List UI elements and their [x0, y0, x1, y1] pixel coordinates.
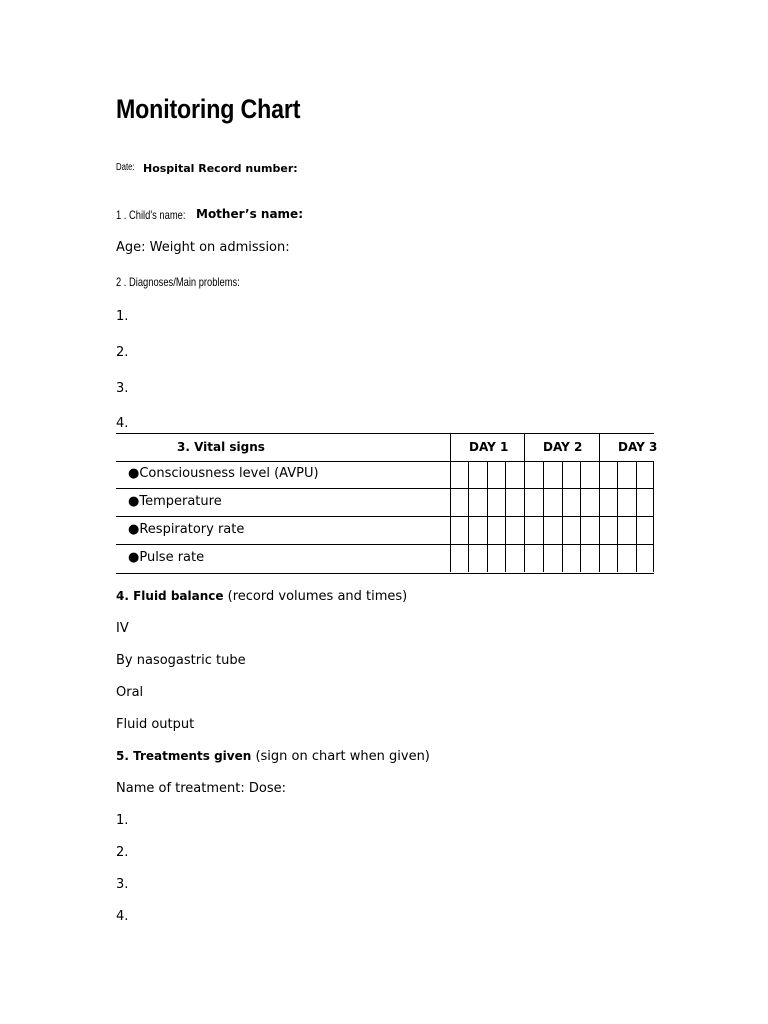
diagnosis-item: 2. — [116, 345, 129, 360]
mother-name-label: Mother’s name: — [196, 207, 303, 221]
vital-sign-row — [116, 517, 654, 545]
page-title: Monitoring Chart — [116, 94, 301, 124]
diagnoses-label: 2 . Diagnoses/Main problems: — [116, 275, 240, 289]
day-3-header: DAY 3 — [618, 440, 658, 454]
vital-signs-header-row — [116, 434, 658, 462]
vital-signs-table — [116, 433, 658, 574]
diagnosis-item: 1. — [116, 309, 129, 324]
time-column-divider — [562, 461, 563, 572]
vital-signs-header: 3. Vital signs — [177, 440, 265, 454]
fluid-balance-heading: 4. Fluid balance — [116, 589, 224, 603]
time-column-divider — [487, 461, 488, 572]
treatments-note: (sign on chart when given) — [255, 749, 430, 764]
time-column-divider — [580, 461, 581, 572]
vital-sign-label: ●Pulse rate — [128, 550, 205, 565]
day-1-header: DAY 1 — [469, 440, 509, 454]
fluid-balance-note: (record volumes and times) — [227, 589, 408, 604]
day-2-header: DAY 2 — [543, 440, 583, 454]
time-column-divider — [543, 461, 544, 572]
column-divider — [450, 434, 451, 572]
treatment-item: 2. — [116, 845, 129, 860]
vital-sign-row — [116, 489, 654, 517]
column-divider — [599, 434, 600, 572]
time-column-divider — [468, 461, 469, 572]
vital-sign-label: ●Temperature — [128, 494, 222, 509]
vital-sign-label: ●Respiratory rate — [128, 522, 245, 537]
vital-sign-row — [116, 461, 654, 489]
time-column-divider — [636, 461, 637, 572]
fluid-balance-line — [116, 589, 407, 604]
time-column-divider — [617, 461, 618, 572]
diagnosis-item: 4. — [116, 416, 129, 431]
treatment-item: 3. — [116, 877, 129, 892]
fluid-item: Fluid output — [116, 717, 195, 732]
child-name-label: 1 . Child's name: — [116, 208, 186, 222]
treatment-item: 4. — [116, 909, 129, 924]
treatments-heading: 5. Treatments given — [116, 749, 252, 763]
vital-sign-row — [116, 545, 654, 572]
fluid-item: Oral — [116, 685, 144, 700]
time-column-divider — [653, 461, 654, 572]
treatments-line — [116, 749, 430, 764]
treatment-item: 1. — [116, 813, 129, 828]
vital-sign-label: ●Consciousness level (AVPU) — [128, 466, 319, 481]
diagnosis-item: 3. — [116, 381, 129, 396]
treatment-name-dose-label: Name of treatment: Dose: — [116, 781, 286, 796]
hospital-record-label: Hospital Record number: — [143, 162, 298, 175]
column-divider — [524, 434, 525, 572]
fluid-item: IV — [116, 621, 129, 636]
date-label: Date: — [116, 162, 135, 173]
time-column-divider — [505, 461, 506, 572]
age-weight-label: Age: Weight on admission: — [116, 240, 290, 255]
fluid-item: By nasogastric tube — [116, 653, 246, 668]
